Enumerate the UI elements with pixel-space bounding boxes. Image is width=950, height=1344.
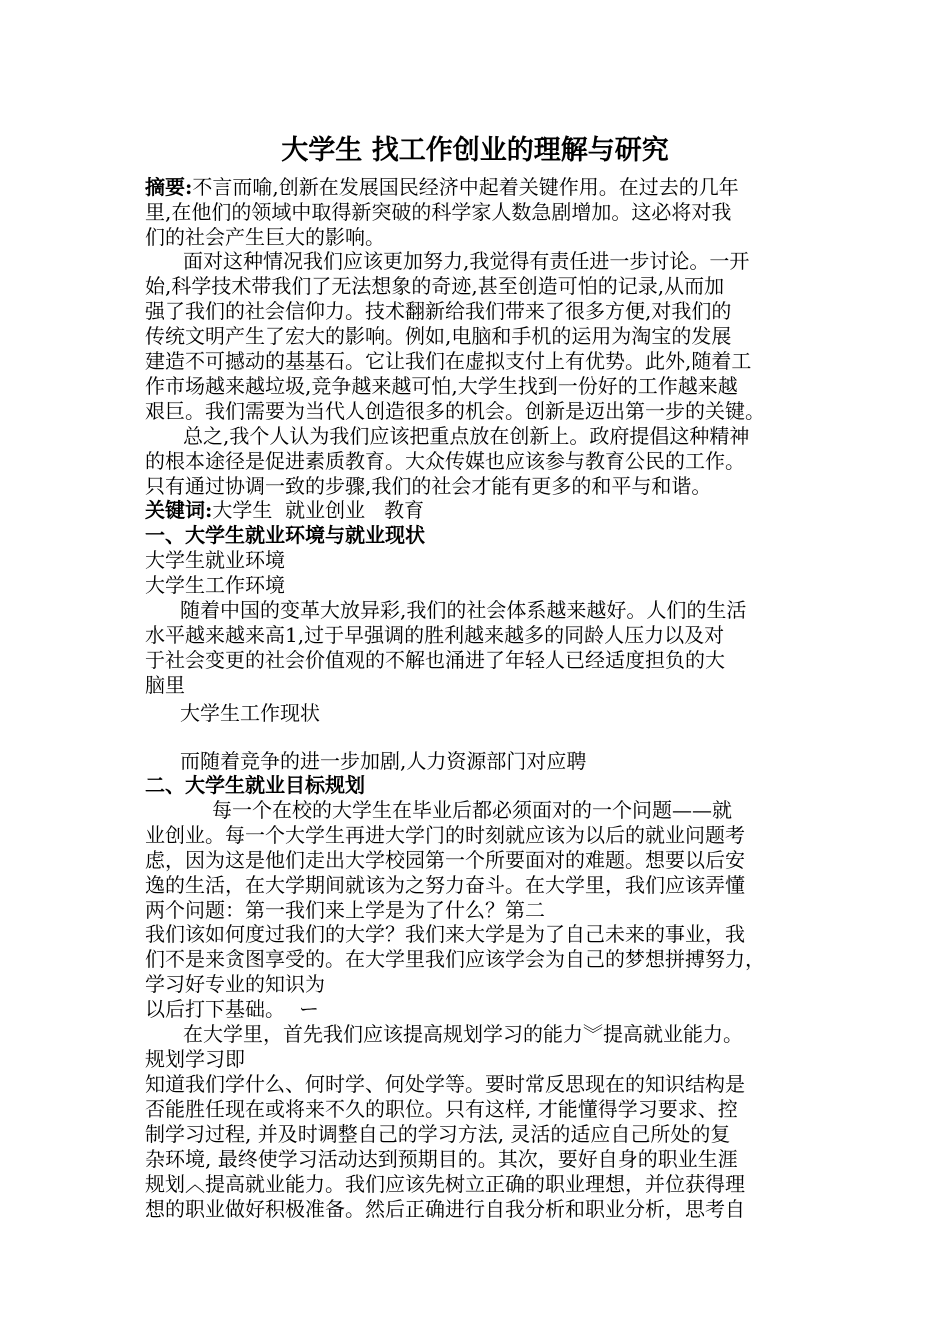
paragraph-line: 于社会变更的社会价值观的不解也涌进了年轻人已经适度担负的大 — [145, 648, 725, 672]
paragraph-line: 两个问题：第一我们来上学是为了什么？第二 — [145, 898, 545, 922]
document-title: 大学生 找工作创业的理解与研究 — [281, 135, 669, 166]
paragraph-line: 们不是来贪图享受的。在大学里我们应该学会为自己的梦想拼搏努力， — [145, 947, 765, 971]
abstract-line: 们的社会产生巨大的影响。 — [145, 225, 385, 249]
abstract-line: 建造不可撼动的基基石。它让我们在虚拟支付上有优势。此外,随着工 — [145, 349, 752, 373]
subheading: 大学生工作现状 — [180, 701, 320, 725]
paragraph-text: 提高就业能力。我们应该先树立正确的职业理想，并位获得理 — [205, 1172, 745, 1196]
keywords-label: 关键词: — [145, 498, 213, 522]
abstract-line: 面对这种情况我们应该更加努力,我觉得有责任进一步讨论。一开 — [183, 249, 750, 273]
abstract-line: 总之,我个人认为我们应该把重点放在创新上。政府提倡这种精神 — [183, 424, 750, 448]
paragraph-line: 逸的生活，在大学期间就该为之努力奋斗。在大学里，我们应该弄懂 — [145, 873, 745, 897]
keywords-line — [145, 498, 424, 523]
abstract-line: 里,在他们的领域中取得新突破的科学家人数急剧增加。这必将对我 — [145, 200, 732, 224]
abstract-line — [145, 175, 739, 200]
paragraph-line: 我们该如何度过我们的大学？我们来大学是为了自己未来的事业，我 — [145, 922, 745, 946]
paragraph-line: 学习好专业的知识为 — [145, 972, 325, 996]
paragraph-line: 杂环境, 最终使学习活动达到预期目的。其次，要好自身的职业生涯 — [145, 1147, 738, 1171]
paragraph-line — [183, 1022, 743, 1047]
edit-mark: ︿ — [185, 1172, 205, 1196]
abstract-line: 艰巨。我们需要为当代人创造很多的机会。创新是迈出第一步的关键。 — [145, 399, 765, 423]
subheading: 大学生就业环境 — [145, 548, 285, 572]
section-heading: 一、大学生就业环境与就业现状 — [145, 523, 425, 547]
paragraph-line: 虑，因为这是他们走出大学校园第一个所要面对的难题。想要以后安 — [145, 848, 745, 872]
abstract-text: 不言而喻,创新在发展国民经济中起着关键作用。在过去的几年 — [192, 175, 739, 199]
paragraph-text: 在大学里，首先我们应该提高规划学习的能力 — [183, 1022, 583, 1046]
paragraph-line: 业创业。每一个大学生再进大学门的时刻就应该为以后的就业问题考 — [145, 823, 745, 847]
paragraph-line — [145, 997, 319, 1022]
paragraph-line: 否能胜任现在或将来不久的职位。只有这样, 才能懂得学习要求、控 — [145, 1097, 738, 1121]
abstract-line: 传统文明产生了宏大的影响。例如,电脑和手机的运用为淘宝的发展 — [145, 324, 732, 348]
abstract-line: 只有通过协调一致的步骤,我们的社会才能有更多的和平与和谐。 — [145, 474, 712, 498]
paragraph-line: 而随着竞争的进一步加剧,人力资源部门对应聘 — [180, 749, 587, 773]
paragraph-line: 随着中国的变革大放异彩,我们的社会体系越来越好。人们的生活 — [180, 598, 747, 622]
abstract-line: 作市场越来越垃圾,竞争越来越可怕,大学生找到一份好的工作越来越 — [145, 374, 738, 398]
paragraph-line: 脑里 — [145, 673, 185, 697]
paragraph-line: 规划学习即 — [145, 1047, 245, 1071]
paragraph-line: 知道我们学什么、何时学、何处学等。要时常反思现在的知识结构是 — [145, 1072, 745, 1096]
paragraph-text: 规划 — [145, 1172, 185, 1196]
paragraph-line — [145, 1172, 745, 1197]
paragraph-line: 制学习过程, 并及时调整自己的学习方法, 灵活的适应自己所处的复 — [145, 1122, 731, 1146]
paragraph-text: 提高就业能力。 — [603, 1022, 743, 1046]
abstract-line: 的根本途径是促进素质教育。大众传媒也应该参与教育公民的工作。 — [145, 449, 745, 473]
edit-mark: ー — [299, 997, 319, 1021]
paragraph-line: 想的职业做好积极准备。然后正确进行自我分析和职业分析，思考自 — [145, 1197, 745, 1221]
abstract-line: 强了我们的社会信仰力。技术翻新给我们带来了很多方便,对我们的 — [145, 299, 732, 323]
keywords-value: 大学生 就业创业 教育 — [212, 498, 425, 522]
paragraph-line: 每一个在校的大学生在毕业后都必须面对的一个问题——就 — [212, 798, 732, 822]
paragraph-text: 以后打下基础。 — [145, 997, 285, 1021]
abstract-line: 始,科学技术带我们了无法想象的奇迹,甚至创造可怕的记录,从而加 — [145, 274, 725, 298]
abstract-label: 摘要: — [145, 175, 193, 199]
section-heading: 二、大学生就业目标规划 — [145, 773, 365, 797]
subheading: 大学生工作环境 — [145, 573, 285, 597]
edit-mark: ︾ — [583, 1022, 603, 1046]
paragraph-line: 水平越来越来高1,过于早强调的胜利越来越多的同龄人压力以及对 — [145, 623, 725, 647]
